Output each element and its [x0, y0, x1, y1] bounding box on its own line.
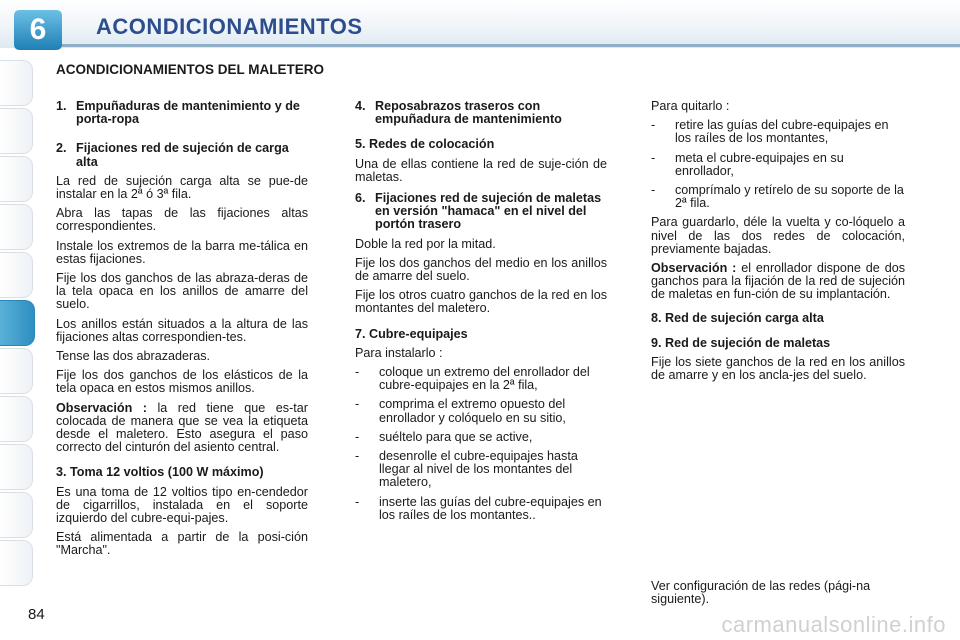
- chapter-tab[interactable]: [0, 396, 33, 442]
- watermark: carmanualsonline.info: [721, 612, 946, 637]
- paragraph: Instale los extremos de la barra me-tálica en estas fijaciones.: [56, 238, 308, 266]
- page-header-title: ACONDICIONAMIENTOS: [96, 14, 363, 39]
- column-1: [56, 100, 308, 564]
- chapter-tab-active[interactable]: [0, 300, 35, 346]
- heading-4: 4. Reposabrazos traseros con empuñadura de mantenimiento: [355, 99, 562, 127]
- paragraph: Los anillos están situados a la altura de las fijaciones altas correspondien-tes.: [56, 316, 308, 344]
- chapter-number: 6: [29, 13, 47, 46]
- paragraph: Para quitarlo :: [651, 99, 730, 113]
- heading-7: 7. Cubre-equipajes: [355, 326, 468, 341]
- list-item: - meta el cubre-equipajes en su enrollador,: [651, 150, 844, 178]
- list-item: - inserte las guías del cubre-equipajes en los raíles de los montantes..: [355, 494, 602, 522]
- list-item: - comprímalo y retírelo de su soporte de la 2ª fila.: [651, 183, 904, 211]
- heading-3: 3. Toma 12 voltios (100 W máximo): [56, 465, 264, 480]
- list-item: - comprima el extremo opuesto del enrollador y colóquelo en su sitio,: [355, 397, 566, 425]
- paragraph: Fije los dos ganchos del medio en los anillos de amarre del suelo.: [355, 255, 607, 284]
- paragraph: Tense las dos abrazaderas.: [56, 349, 211, 364]
- paragraph: Doble la red por la mitad.: [355, 236, 496, 251]
- page-number: 84: [28, 606, 45, 623]
- observation-note: Observación : el enrollador dispone de dos ganchos para la fijación de la red de sujeción de maletas en fun-ción de su implantación.: [651, 261, 905, 302]
- paragraph: Para guardarlo, déle la vuelta y co-lóquelo a nivel de las dos redes de colocación, previamente bajadas.: [651, 215, 905, 256]
- list-item: - desenrolle el cubre-equipajes hasta llegar al nivel de los montantes del maletero,: [355, 449, 578, 490]
- list-item: - suéltelo para que se active,: [355, 429, 533, 444]
- list-item: - coloque un extremo del enrollador del cubre-equipajes en la 2ª fila,: [355, 365, 590, 393]
- list-item: - retire las guías del cubre-equipajes en los raíles de los montantes,: [651, 118, 889, 146]
- paragraph: Para instalarlo :: [355, 345, 443, 360]
- paragraph: Está alimentada a partir de la posi-ción "Marcha".: [56, 530, 308, 558]
- chapter-tabs: [0, 60, 36, 580]
- header-divider: [60, 44, 960, 47]
- heading-5: 5. Redes de colocación: [355, 137, 495, 152]
- observation-note: Observación : la red tiene que es-tar colocada de manera que se vea la etiqueta desde el maletero. Esto asegura el paso correcto del cinturón del asiento central.: [56, 400, 308, 455]
- paragraph: Fije los siete ganchos de la red en los anillos de amarre y en los ancla-jes del suelo.: [651, 355, 905, 383]
- column-2: [355, 100, 607, 528]
- heading-2: 2. Fijaciones red de sujeción de carga alta: [56, 141, 289, 169]
- chapter-badge: [14, 10, 62, 50]
- paragraph: La red de sujeción carga alta se pue-de instalar en la 2ª ó 3ª fila.: [56, 173, 308, 202]
- paragraph: Es una toma de 12 voltios tipo en-cendedor de cigarrillos, instalada en el soporte izquierdo del cubre-equi-pajes.: [56, 484, 308, 526]
- chapter-tab[interactable]: [0, 156, 33, 202]
- paragraph: Fije los dos ganchos de las abraza-deras de la tela opaca en los anillos de amarre del suelo.: [56, 271, 308, 312]
- heading-8: 8. Red de sujeción carga alta: [651, 310, 824, 325]
- chapter-tab[interactable]: [0, 348, 33, 394]
- heading-6: 6. Fijaciones red de sujeción de maletas en versión "hamaca" en el nivel del portón trasero: [355, 191, 602, 232]
- paragraph: Una de ellas contiene la red de suje-ción de maletas.: [355, 156, 607, 184]
- section-title: ACONDICIONAMIENTOS DEL MALETERO: [56, 62, 325, 77]
- paragraph: Abra las tapas de las fijaciones altas correspondientes.: [56, 206, 308, 234]
- heading-9: 9. Red de sujeción de maletas: [651, 335, 831, 350]
- footnote: Ver configuración de las redes (pági-na siguiente).: [651, 579, 871, 607]
- heading-1: 1. Empuñaduras de mantenimiento y de porta-ropa: [56, 99, 300, 127]
- chapter-tab[interactable]: [0, 108, 33, 154]
- paragraph: Fije los otros cuatro ganchos de la red en los montantes del maletero.: [355, 288, 607, 316]
- paragraph: Fije los dos ganchos de los elásticos de la tela opaca en estos mismos anillos.: [56, 368, 308, 396]
- chapter-tab[interactable]: [0, 540, 33, 586]
- chapter-tab[interactable]: [0, 204, 33, 250]
- chapter-tab[interactable]: [0, 60, 33, 106]
- chapter-tab[interactable]: [0, 252, 33, 298]
- chapter-tab[interactable]: [0, 444, 33, 490]
- chapter-tab[interactable]: [0, 492, 33, 538]
- column-3: [651, 100, 905, 388]
